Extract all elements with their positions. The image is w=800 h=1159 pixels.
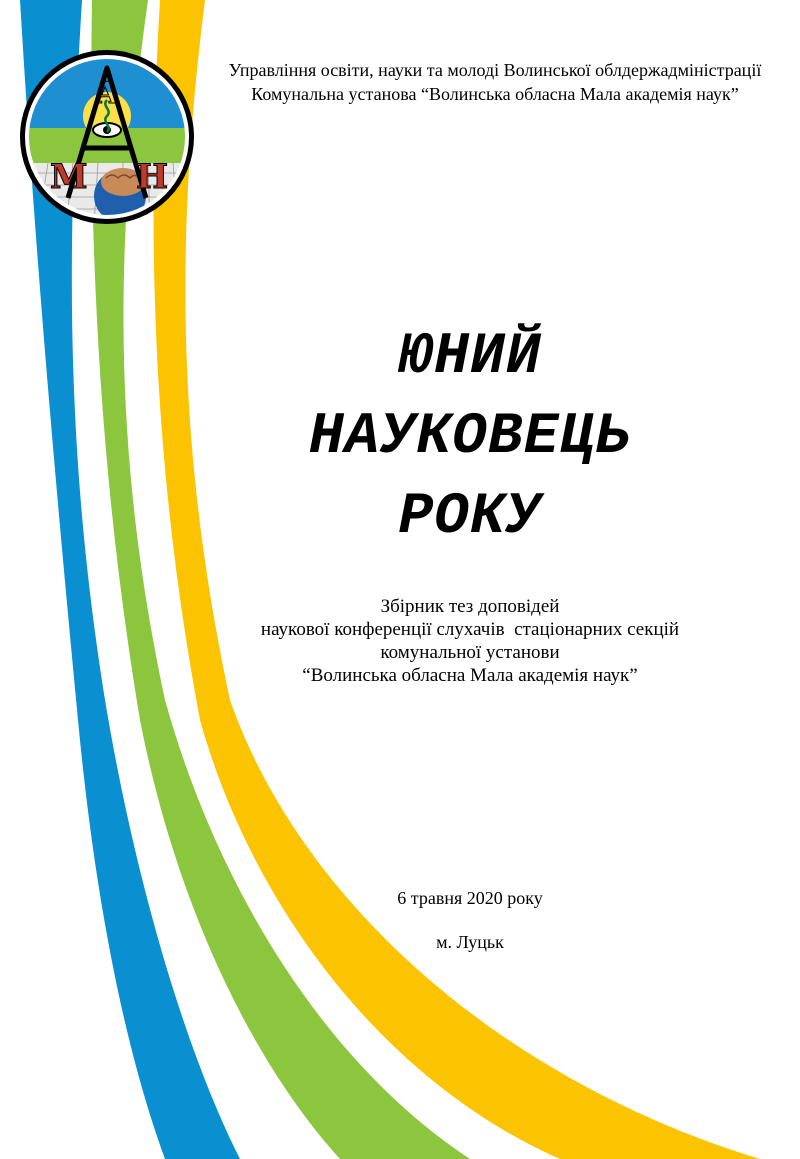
subtitle [200, 595, 740, 687]
logo-letter-m: М [50, 157, 88, 197]
event-date: 6 травня 2020 року [397, 888, 543, 908]
title-line-2: НАУКОВЕЦЬ [308, 405, 632, 470]
subtitle-line-4: “Волинська обласна Мала академія наук” [302, 665, 638, 686]
subtitle-line-3: комунальної установи [380, 642, 560, 663]
subtitle-line-2: наукової конференції слухачів стаціонарних секцій [260, 619, 680, 640]
page-title [200, 318, 740, 558]
header [195, 58, 795, 106]
event-city: м. Луцьк [436, 932, 504, 952]
header-line-2: Комунальна установа “Волинська обласна Мала академія наук” [251, 84, 739, 104]
title-line-1: ЮНИЙ [398, 325, 542, 390]
logo-letter-a: А [95, 76, 120, 111]
subtitle-line-1: Збірник тез доповідей [380, 596, 560, 617]
man-logo [18, 48, 196, 226]
logo-letter-n: Н [136, 157, 169, 197]
header-line-1: Управління освіти, науки та молоді Волинської облдержадміністрації [228, 60, 762, 80]
title-line-3: РОКУ [398, 485, 542, 550]
